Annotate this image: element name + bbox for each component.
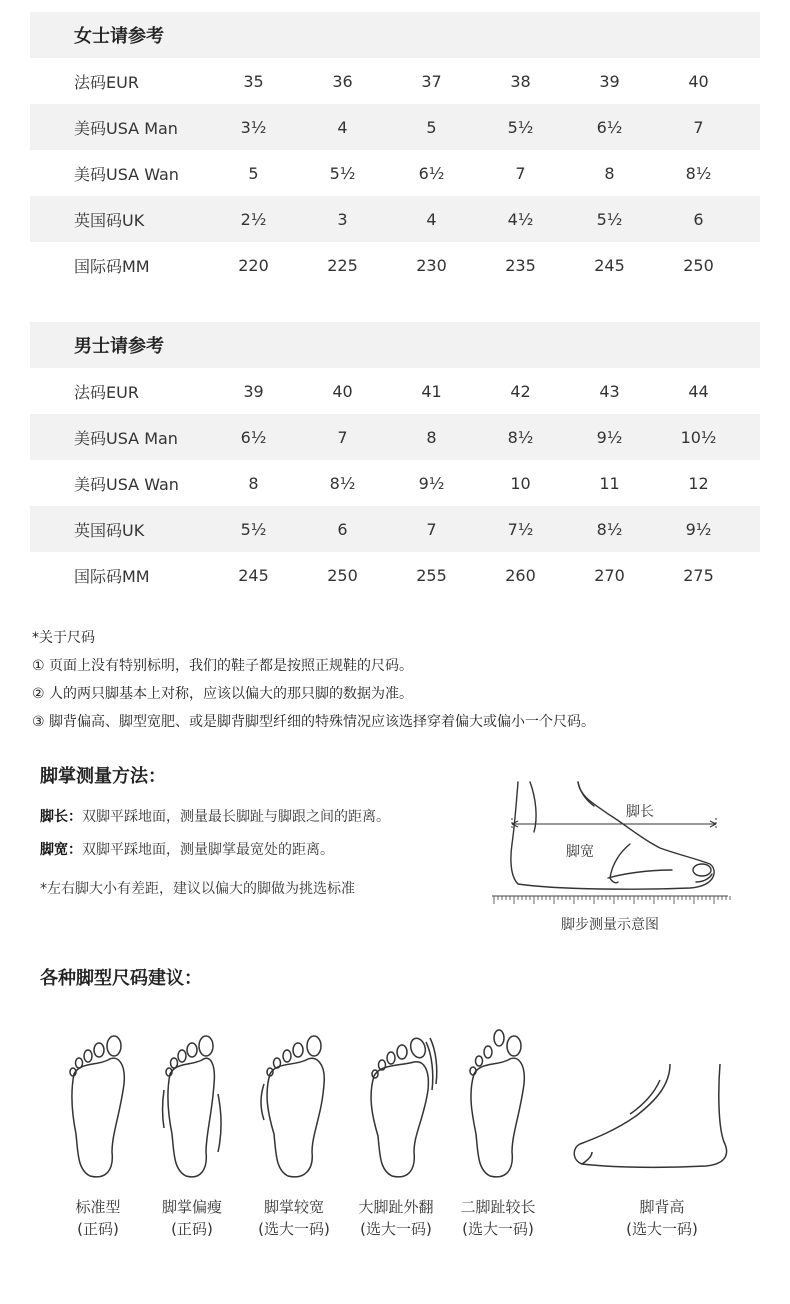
foot-type-item bbox=[446, 1196, 550, 1240]
narrow-foot-icon bbox=[160, 1034, 226, 1180]
foot-type-item bbox=[242, 1196, 346, 1240]
high-instep-foot-icon bbox=[570, 1060, 730, 1172]
row-label: 美码USA Wan bbox=[74, 474, 179, 494]
length-instruction bbox=[40, 806, 390, 826]
cell: 42 bbox=[510, 381, 531, 401]
row-label: 国际码MM bbox=[74, 256, 150, 276]
cell: 255 bbox=[416, 565, 447, 585]
length-text: 双脚平踩地面，测量最长脚趾与脚跟之间的距离。 bbox=[82, 809, 390, 825]
width-instruction bbox=[40, 839, 334, 859]
cell: 7 bbox=[337, 427, 348, 447]
table-row bbox=[30, 414, 760, 460]
cell: 275 bbox=[683, 565, 714, 585]
row-label: 美码USA Man bbox=[74, 118, 178, 138]
cell: 7½ bbox=[507, 519, 534, 539]
foot-type-advice: (选大一码) bbox=[360, 1220, 432, 1238]
foot-type-name: 脚掌较宽 bbox=[263, 1198, 324, 1216]
table-row bbox=[30, 196, 760, 242]
row-label: 法码EUR bbox=[74, 382, 139, 402]
notes-title: *关于尺码 bbox=[32, 630, 95, 646]
diagram-length-label: 脚长 bbox=[626, 804, 654, 820]
cell: 35 bbox=[243, 71, 264, 91]
cell: 40 bbox=[688, 71, 709, 91]
width-text: 双脚平踩地面，测量脚掌最宽处的距离。 bbox=[82, 842, 334, 858]
cell: 230 bbox=[416, 255, 447, 275]
cell: 9½ bbox=[596, 427, 623, 447]
cell: 250 bbox=[683, 255, 714, 275]
table-row bbox=[30, 58, 760, 104]
note-item: ③ 脚背偏高、脚型宽肥、或是脚背脚型纤细的特殊情况应该选择穿着偏大或偏小一个尺码。 bbox=[32, 714, 595, 730]
cell: 11 bbox=[599, 473, 620, 493]
foot-type-advice: (选大一码) bbox=[462, 1220, 534, 1238]
row-label: 美码USA Wan bbox=[74, 164, 179, 184]
cell: 10 bbox=[510, 473, 531, 493]
foot-measure-diagram bbox=[490, 778, 730, 908]
cell: 9½ bbox=[418, 473, 445, 493]
cell: 5½ bbox=[240, 519, 267, 539]
cell: 36 bbox=[332, 71, 353, 91]
cell: 7 bbox=[426, 519, 437, 539]
cell: 220 bbox=[238, 255, 269, 275]
long-second-toe-foot-icon bbox=[466, 1028, 530, 1180]
cell: 39 bbox=[243, 381, 264, 401]
cell: 6½ bbox=[596, 117, 623, 137]
women-size-table bbox=[30, 12, 760, 288]
foot-type-item bbox=[610, 1196, 714, 1240]
table-row bbox=[30, 242, 760, 288]
cell: 3 bbox=[337, 209, 348, 229]
cell: 44 bbox=[688, 381, 709, 401]
cell: 5½ bbox=[596, 209, 623, 229]
cell: 7 bbox=[693, 117, 704, 137]
note-item: ① 页面上没有特别标明，我们的鞋子都是按照正规鞋的尺码。 bbox=[32, 658, 413, 674]
table-row bbox=[30, 150, 760, 196]
cell: 5½ bbox=[329, 163, 356, 183]
foot-type-name: 二脚趾较长 bbox=[460, 1198, 536, 1216]
cell: 8½ bbox=[596, 519, 623, 539]
table-row bbox=[30, 552, 760, 598]
cell: 9½ bbox=[685, 519, 712, 539]
cell: 12 bbox=[688, 473, 709, 493]
cell: 250 bbox=[327, 565, 358, 585]
measure-title: 脚掌测量方法： bbox=[40, 766, 166, 787]
cell: 245 bbox=[594, 255, 625, 275]
foot-type-name: 大脚趾外翻 bbox=[358, 1198, 434, 1216]
width-label: 脚宽： bbox=[40, 842, 82, 858]
cell: 8½ bbox=[507, 427, 534, 447]
cell: 5½ bbox=[507, 117, 534, 137]
cell: 5 bbox=[426, 117, 437, 137]
measure-tip: *左右脚大小有差距，建议以偏大的脚做为挑选标准 bbox=[40, 881, 355, 897]
table-row bbox=[30, 104, 760, 150]
foot-type-advice: (正码) bbox=[171, 1220, 213, 1238]
foot-type-name: 脚掌偏瘦 bbox=[161, 1198, 222, 1216]
leg-outline bbox=[511, 782, 714, 889]
cell: 6 bbox=[337, 519, 348, 539]
cell: 8 bbox=[248, 473, 259, 493]
cell: 7 bbox=[515, 163, 526, 183]
cell: 37 bbox=[421, 71, 442, 91]
cell: 38 bbox=[510, 71, 531, 91]
foot-types-title: 各种脚型尺码建议： bbox=[40, 968, 202, 989]
row-label: 英国码UK bbox=[74, 520, 145, 540]
row-label: 国际码MM bbox=[74, 566, 150, 586]
cell: 4½ bbox=[507, 209, 534, 229]
cell: 40 bbox=[332, 381, 353, 401]
row-label: 英国码UK bbox=[74, 210, 145, 230]
cell: 260 bbox=[505, 565, 536, 585]
cell: 8 bbox=[426, 427, 437, 447]
cell: 8½ bbox=[329, 473, 356, 493]
cell: 43 bbox=[599, 381, 620, 401]
women-table-title: 女士请参考 bbox=[30, 12, 760, 58]
cell: 41 bbox=[421, 381, 442, 401]
foot-type-advice: (选大一码) bbox=[258, 1220, 330, 1238]
table-row bbox=[30, 368, 760, 414]
foot-type-name: 脚背高 bbox=[639, 1198, 685, 1216]
bunion-foot-icon bbox=[366, 1034, 438, 1180]
cell: 2½ bbox=[240, 209, 267, 229]
men-table-title: 男士请参考 bbox=[30, 322, 760, 368]
standard-foot-icon bbox=[68, 1034, 128, 1180]
cell: 10½ bbox=[680, 427, 717, 447]
cell: 39 bbox=[599, 71, 620, 91]
cell: 270 bbox=[594, 565, 625, 585]
foot-type-advice: (选大一码) bbox=[626, 1220, 698, 1238]
cell: 8½ bbox=[685, 163, 712, 183]
row-label: 美码USA Man bbox=[74, 428, 178, 448]
size-notes bbox=[32, 624, 595, 736]
cell: 6½ bbox=[418, 163, 445, 183]
foot-type-item bbox=[48, 1196, 148, 1240]
cell: 5 bbox=[248, 163, 259, 183]
foot-type-advice: (正码) bbox=[77, 1220, 119, 1238]
cell: 235 bbox=[505, 255, 536, 275]
cell: 4 bbox=[337, 117, 348, 137]
cell: 6 bbox=[693, 209, 704, 229]
row-label: 法码EUR bbox=[74, 72, 139, 92]
cell: 245 bbox=[238, 565, 269, 585]
cell: 3½ bbox=[240, 117, 267, 137]
wide-foot-icon bbox=[260, 1034, 332, 1180]
table-row bbox=[30, 460, 760, 506]
diagram-width-label: 脚宽 bbox=[566, 844, 594, 860]
table-row bbox=[30, 506, 760, 552]
foot-type-name: 标准型 bbox=[75, 1198, 121, 1216]
cell: 4 bbox=[426, 209, 437, 229]
cell: 225 bbox=[327, 255, 358, 275]
cell: 8 bbox=[604, 163, 615, 183]
foot-type-item bbox=[142, 1196, 242, 1240]
men-size-table bbox=[30, 322, 760, 598]
length-label: 脚长： bbox=[40, 809, 82, 825]
diagram-caption: 脚步测量示意图 bbox=[561, 917, 659, 933]
cell: 6½ bbox=[240, 427, 267, 447]
note-item: ② 人的两只脚基本上对称，应该以偏大的那只脚的数据为准。 bbox=[32, 686, 413, 702]
foot-type-item bbox=[344, 1196, 448, 1240]
